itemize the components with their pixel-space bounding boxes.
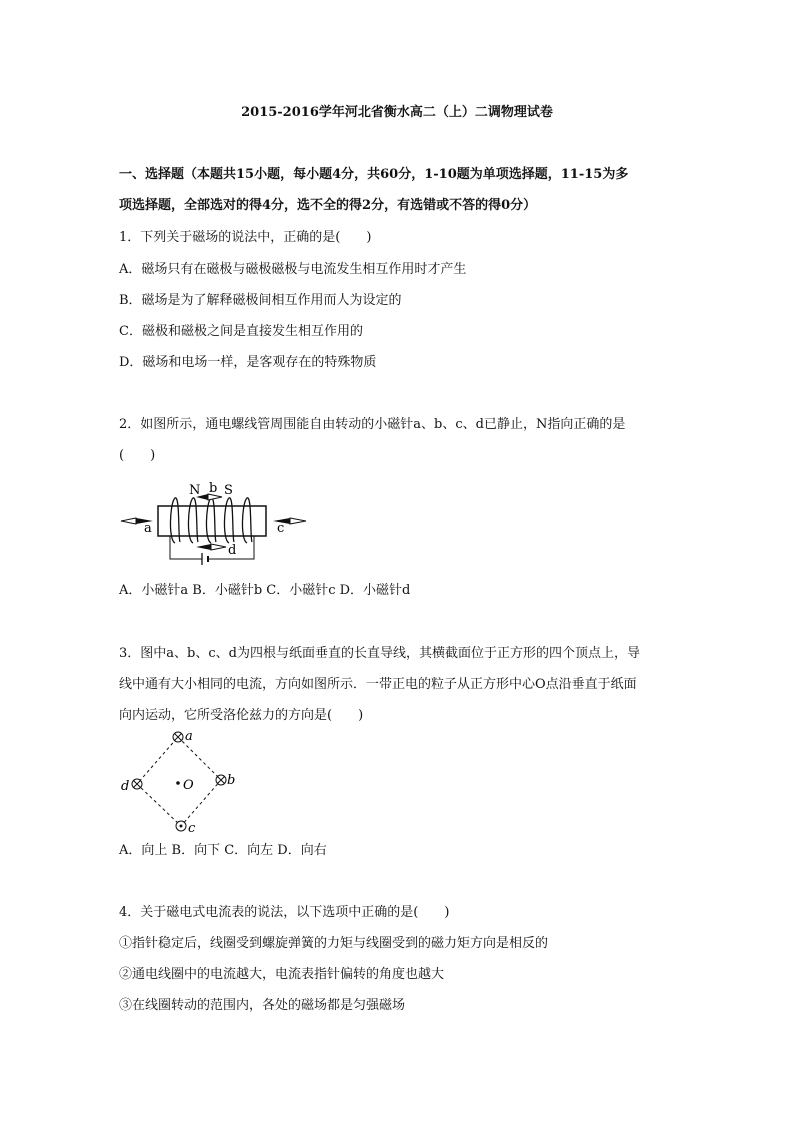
label-s: S: [224, 483, 233, 498]
q1-stem: 1．下列关于磁场的说法中，正确的是( ): [119, 230, 372, 245]
q4-item-3: ③在线圈转动的范围内，各处的磁场都是匀强磁场: [119, 998, 406, 1013]
q2-options: A．小磁针a B．小磁针b C．小磁针c D．小磁针d: [119, 583, 411, 598]
wire-b-into-page-icon: [216, 775, 226, 785]
needle-d: [196, 544, 226, 550]
label-c: c: [277, 521, 285, 536]
label-o: O: [183, 778, 194, 793]
q3-stem-line1: 3．图中a、b、c、d为四根与纸面垂直的长直导线，其横截面位于正方形的四个顶点上，导: [119, 646, 640, 661]
q2-stem-line1: 2．如图所示，通电螺线管周围能自由转动的小磁针a、b、c、d已静止，N指向正确的是: [119, 417, 626, 432]
q1-option-b: B．磁场是为了解释磁极间相互作用而人为设定的: [119, 293, 402, 308]
solenoid-figure: [118, 480, 313, 568]
section-header-line1: 一、选择题（本题共15小题，每小题4分，共60分，1-10题为单项选择题，11-15为多: [119, 167, 629, 182]
q2-stem-line2: ( ): [119, 448, 156, 463]
q1-option-c: C．磁极和磁极之间是直接发生相互作用的: [119, 324, 363, 339]
label-c: c: [188, 821, 196, 836]
square-wires-figure: [115, 728, 245, 838]
q3-stem-line2: 线中通有大小相同的电流，方向如图所示．一带正电的粒子从正方形中心O点沿垂直于纸面: [119, 677, 637, 692]
page-title: 2015-2016学年河北省衡水高二（上）二调物理试卷: [241, 105, 553, 120]
wire-d-into-page-icon: [132, 779, 142, 789]
q3-options: A．向上 B．向下 C．向左 D．向右: [119, 843, 327, 858]
q3-stem-line3: 向内运动，它所受洛伦兹力的方向是( ): [119, 708, 364, 723]
q4-stem: 4．关于磁电式电流表的说法，以下选项中正确的是( ): [119, 905, 450, 920]
q4-item-2: ②通电线圈中的电流越大，电流表指针偏转的角度也越大: [119, 967, 445, 982]
label-b: b: [209, 481, 218, 496]
label-a: a: [144, 521, 152, 536]
wire-a-into-page-icon: [173, 732, 183, 742]
label-d: d: [228, 543, 237, 558]
q1-option-d: D．磁场和电场一样，是客观存在的特殊物质: [119, 355, 377, 370]
q4-item-1: ①指针稳定后，线圈受到螺旋弹簧的力矩与线圈受到的磁力矩方向是相反的: [119, 936, 549, 951]
wire-c-out-of-page-icon: [176, 821, 186, 831]
section-header-line2: 项选择题，全部选对的得4分，选不全的得2分，有选错或不答的得0分）: [119, 198, 537, 213]
q1-option-a: A．磁场只有在磁极与磁极磁极与电流发生相互作用时才产生: [119, 262, 467, 277]
label-a: a: [185, 729, 193, 744]
label-d: d: [121, 779, 130, 794]
label-b: b: [227, 773, 236, 788]
label-n: N: [189, 483, 201, 498]
